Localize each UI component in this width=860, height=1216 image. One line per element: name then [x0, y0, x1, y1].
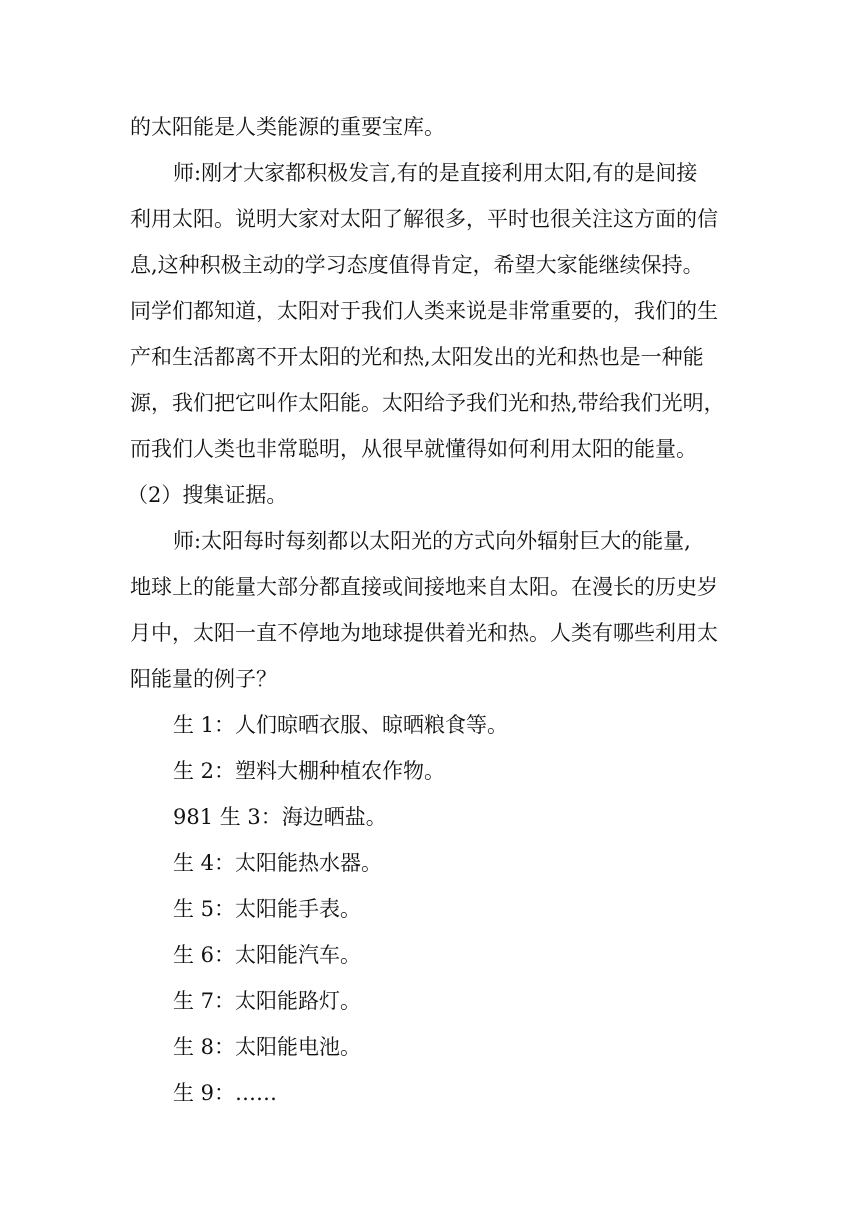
text-line-1: 的太阳能是人类能源的重要宝库。 [130, 115, 445, 139]
student-answer-2: 生 2：塑料大棚种植农作物。 [173, 759, 446, 783]
student-answer-3: 981 生 3：海边晒盐。 [173, 805, 387, 829]
text-line-6: 产和生活都离不开太阳的光和热,太阳发出的光和热也是一种能 [130, 345, 704, 369]
teacher-remark-1: 师:刚才大家都积极发言,有的是直接利用太阳,有的是间接 [173, 161, 698, 185]
text-line-5: 同学们都知道，太阳对于我们人类来说是非常重要的，我们的生 [130, 299, 718, 323]
text-line-12: 月中，太阳一直不停地为地球提供着光和热。人类有哪些利用太 [130, 621, 718, 645]
text-line-7: 源，我们把它叫作太阳能。太阳给予我们光和热,带给我们光明， [130, 391, 725, 415]
student-answer-8: 生 8：太阳能电池。 [173, 1035, 362, 1059]
text-line-3: 利用太阳。说明大家对太阳了解很多，平时也很关注这方面的信 [130, 207, 718, 231]
text-line-4: 息,这种积极主动的学习态度值得肯定，希望大家能继续保持。 [130, 253, 704, 277]
student-answer-6: 生 6：太阳能汽车。 [173, 943, 362, 967]
section-heading: （2）搜集证据。 [127, 483, 288, 507]
teacher-remark-2: 师:太阳每时每刻都以太阳光的方式向外辐射巨大的能量, [173, 529, 691, 553]
text-line-11: 地球上的能量大部分都直接或间接地来自太阳。在漫长的历史岁 [130, 575, 718, 599]
student-answer-4: 生 4：太阳能热水器。 [173, 851, 383, 875]
student-answer-1: 生 1：人们晾晒衣服、晾晒粮食等。 [173, 713, 509, 737]
student-answer-5: 生 5：太阳能手表。 [173, 897, 362, 921]
text-line-8: 而我们人类也非常聪明，从很早就懂得如何利用太阳的能量。 [130, 437, 697, 461]
student-answer-7: 生 7：太阳能路灯。 [173, 989, 362, 1013]
student-answer-9: 生 9：…… [173, 1081, 278, 1105]
text-line-13: 阳能量的例子？ [130, 667, 277, 691]
